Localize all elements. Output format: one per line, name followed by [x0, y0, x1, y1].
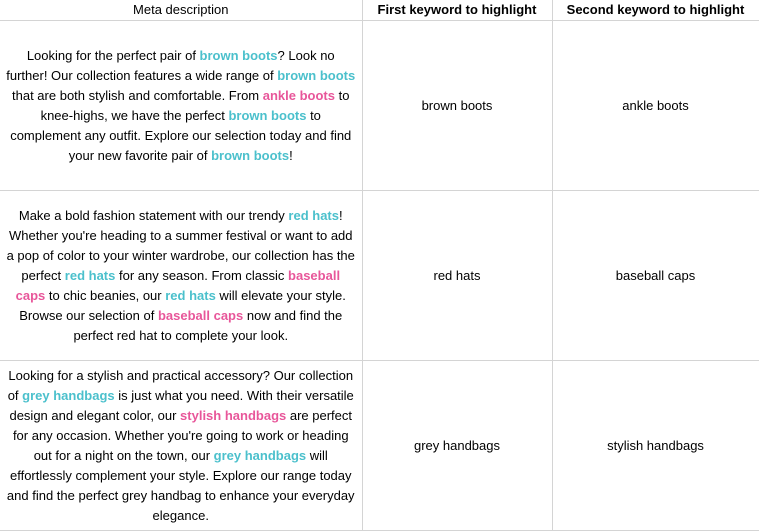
description-text: to chic beanies, our — [45, 287, 166, 303]
first-keyword-highlight: grey handbags — [22, 387, 115, 403]
table-row — [0, 191, 759, 361]
first-keyword-highlight: red hats — [288, 207, 339, 223]
first-keyword-cell[interactable]: red hats — [362, 191, 552, 361]
description-text: is just what you need. With their versatile design and elegant color, our — [9, 387, 354, 423]
first-keyword-highlight: red hats — [64, 267, 116, 283]
description-text: to complement any outfit. Explore our selection today and find your new favorite pair of — [10, 107, 352, 163]
header-row — [0, 0, 759, 21]
meta-description-cell[interactable] — [0, 21, 362, 191]
first-keyword-highlight: red hats — [165, 287, 216, 303]
second-keyword-highlight: baseball caps — [157, 307, 244, 323]
description-text: are perfect for any occasion. Whether you're going to work or heading out for a night on the town, our — [12, 407, 353, 463]
header-first-keyword[interactable]: First keyword to highlight — [362, 0, 552, 21]
meta-description-cell[interactable] — [0, 361, 362, 531]
first-keyword-highlight: brown boots — [199, 47, 278, 63]
description-text: now and find the perfect red hat to complete your look. — [73, 307, 343, 343]
meta-description-cell[interactable] — [0, 191, 362, 361]
second-keyword-highlight: stylish handbags — [180, 407, 287, 423]
header-meta-description[interactable]: Meta description — [0, 0, 362, 21]
second-keyword-highlight: ankle boots — [262, 87, 335, 103]
description-text: Looking for a stylish and practical accessory? Our collection of — [7, 367, 354, 403]
first-keyword-cell[interactable]: brown boots — [362, 21, 552, 191]
description-text: will effortlessly complement your style. Explore our range today and find the perfect grey handbag to enhance your everyday elegance. — [6, 447, 355, 523]
first-keyword-highlight: brown boots — [211, 147, 290, 163]
description-text: ! — [289, 147, 293, 163]
description-text: for any season. From classic — [115, 267, 289, 283]
header-second-keyword[interactable]: Second keyword to highlight — [552, 0, 759, 21]
first-keyword-highlight: brown boots — [277, 67, 356, 83]
second-keyword-highlight: baseball caps — [15, 267, 341, 303]
description-text: that are both stylish and comfortable. From — [12, 87, 263, 103]
first-keyword-cell[interactable]: grey handbags — [362, 361, 552, 531]
second-keyword-cell[interactable]: ankle boots — [552, 21, 759, 191]
description-text: will elevate your style. Browse our selection of — [19, 287, 346, 323]
description-text: ? Look no further! Our collection features a wide range of — [6, 47, 335, 83]
first-keyword-highlight: grey handbags — [213, 447, 307, 463]
first-keyword-highlight: brown boots — [228, 107, 307, 123]
table-row — [0, 21, 759, 191]
table-row — [0, 361, 759, 531]
second-keyword-cell[interactable]: baseball caps — [552, 191, 759, 361]
description-text: Looking for the perfect pair of — [26, 47, 200, 63]
second-keyword-cell[interactable]: stylish handbags — [552, 361, 759, 531]
description-text: ! Whether you're heading to a summer festival or want to add a pop of color to your winter wardrobe, our collection has the perfect — [6, 207, 355, 283]
description-text: Make a bold fashion statement with our trendy — [18, 207, 289, 223]
description-text: to knee-highs, we have the perfect — [40, 87, 350, 123]
